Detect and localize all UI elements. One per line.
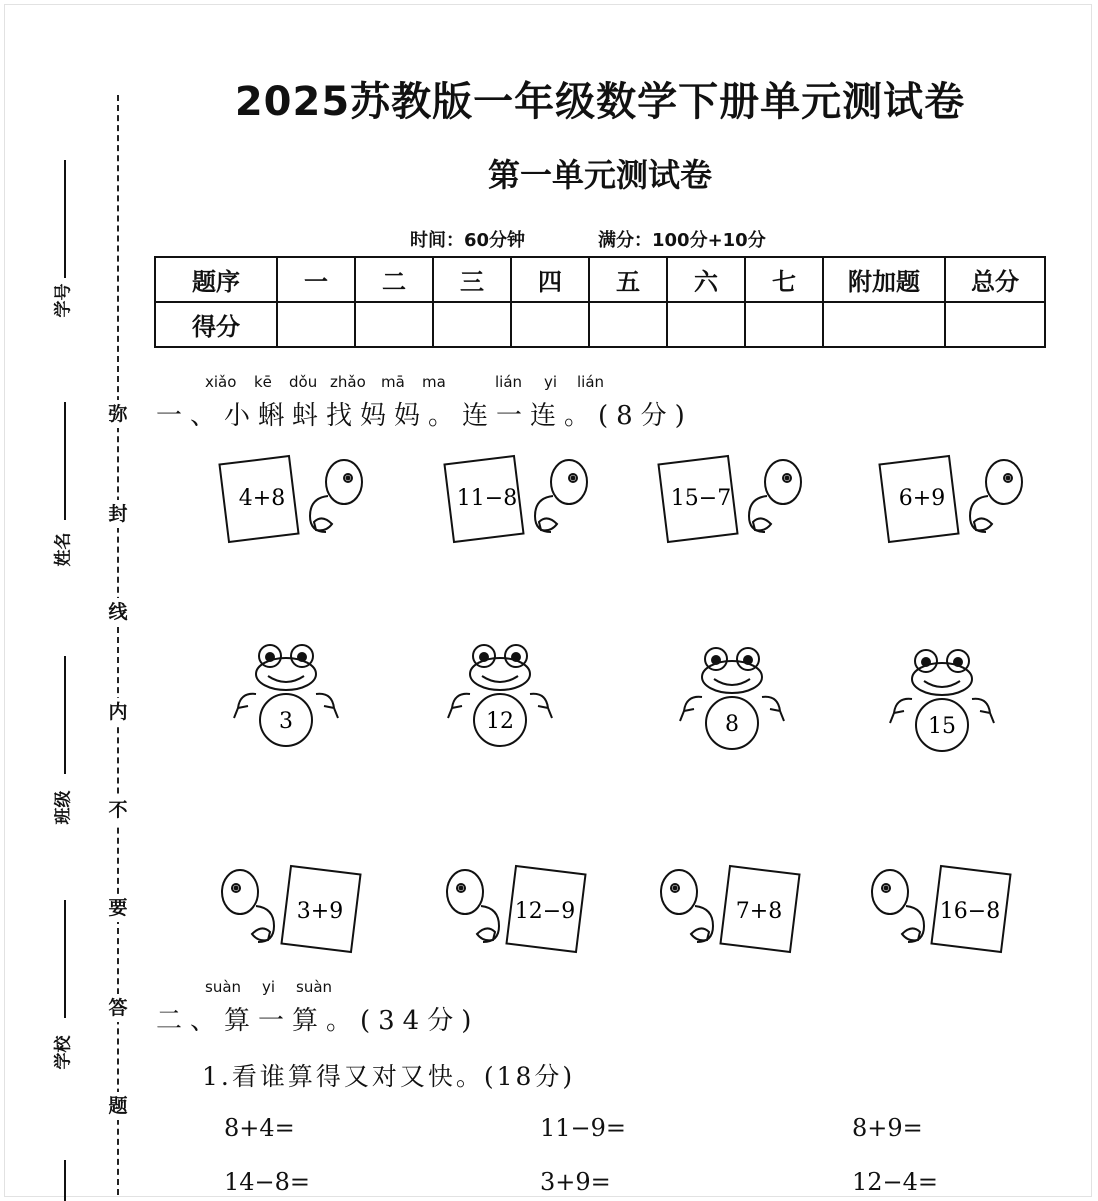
- score-input-cell[interactable]: [589, 302, 667, 347]
- pinyin: suàn: [205, 978, 242, 996]
- pinyin: lián: [495, 373, 523, 391]
- tadpole-icon: [749, 460, 801, 532]
- seal-char: 封: [104, 500, 132, 528]
- pinyin: yi: [544, 373, 558, 391]
- tadpole-expression: 12−9: [514, 899, 576, 924]
- table-header-cell: 总分: [945, 257, 1045, 302]
- tadpole-card[interactable]: [441, 862, 591, 962]
- score-input-cell[interactable]: [945, 302, 1045, 347]
- tadpole-icon: [661, 870, 713, 942]
- score-input-cell[interactable]: [745, 302, 823, 347]
- tadpole-expression: 11−8: [456, 486, 518, 511]
- table-row: [155, 302, 1045, 347]
- school-line: [64, 900, 66, 1018]
- table-header-cell: 题序: [155, 257, 277, 302]
- frog-number: 3: [279, 709, 293, 734]
- tadpole-expression: 4+8: [238, 486, 286, 511]
- extra-line: [64, 1160, 66, 1201]
- pinyin: mā: [381, 373, 405, 391]
- question-item[interactable]: 14−8=: [224, 1168, 311, 1196]
- section1-title: 一、小蝌蚪找妈妈。连一连。(8分): [156, 401, 693, 431]
- score-input-cell[interactable]: [823, 302, 945, 347]
- frog-number: 8: [725, 712, 739, 737]
- frog-number: 15: [928, 714, 956, 739]
- seal-char: 内: [104, 698, 132, 726]
- section2-part1-title: 1.看谁算得又对又快。(18分): [202, 1062, 576, 1091]
- table-header-cell: 三: [433, 257, 511, 302]
- score-input-cell[interactable]: [433, 302, 511, 347]
- tadpole-expression: 6+9: [898, 486, 946, 511]
- table-header-cell: 五: [589, 257, 667, 302]
- tadpole-icon: [222, 870, 274, 942]
- question-item[interactable]: 12−4=: [852, 1168, 939, 1196]
- score-input-cell[interactable]: [511, 302, 589, 347]
- tadpole-expression: 7+8: [735, 899, 783, 924]
- seal-dotted-line: [117, 95, 119, 1195]
- tadpole-card[interactable]: [216, 862, 366, 962]
- tadpole-card[interactable]: [866, 862, 1016, 962]
- pinyin: yi: [262, 978, 276, 996]
- page-title: 2025苏教版一年级数学下册单元测试卷: [234, 79, 966, 125]
- name-line: [64, 402, 66, 520]
- student-id-label: 学号: [53, 283, 74, 318]
- score-input-cell[interactable]: [667, 302, 745, 347]
- full-score-info: 满分：100分+10分: [598, 230, 766, 251]
- tadpole-expression: 3+9: [296, 899, 344, 924]
- tadpole-icon: [310, 460, 362, 532]
- table-header-cell: 七: [745, 257, 823, 302]
- frog[interactable]: [226, 640, 346, 760]
- tadpole-card[interactable]: [443, 452, 593, 552]
- tadpole-expression: 16−8: [939, 899, 1001, 924]
- frog-number: 12: [486, 709, 514, 734]
- tadpole-card[interactable]: [878, 452, 1028, 552]
- score-input-cell[interactable]: [355, 302, 433, 347]
- name-label: 姓名: [53, 532, 74, 567]
- section2-title: 二、算一算。(34分): [156, 1006, 480, 1036]
- question-item[interactable]: 8+4=: [224, 1114, 295, 1142]
- tadpole-card[interactable]: [655, 862, 805, 962]
- table-header-cell: 四: [511, 257, 589, 302]
- question-item[interactable]: 3+9=: [540, 1168, 611, 1196]
- tadpole-card[interactable]: [657, 452, 807, 552]
- frog[interactable]: [672, 643, 792, 763]
- tadpole-icon: [872, 870, 924, 942]
- question-item[interactable]: 8+9=: [852, 1114, 923, 1142]
- tadpole-icon: [535, 460, 587, 532]
- unit-subtitle: 第一单元测试卷: [487, 156, 712, 194]
- question-item[interactable]: 11−9=: [540, 1114, 627, 1142]
- frog[interactable]: [882, 645, 1002, 765]
- seal-char: 要: [104, 894, 132, 922]
- student-id-line: [64, 160, 66, 278]
- seal-char: 弥: [104, 400, 132, 428]
- frog[interactable]: [440, 640, 560, 760]
- table-header-cell: 附加题: [823, 257, 945, 302]
- tadpole-expression: 15−7: [670, 486, 732, 511]
- pinyin: lián: [577, 373, 605, 391]
- pinyin: ma: [422, 373, 446, 391]
- time-info: 时间：60分钟: [410, 230, 526, 251]
- class-label: 班级: [53, 790, 74, 825]
- table-header-cell: 二: [355, 257, 433, 302]
- seal-char: 线: [104, 598, 132, 626]
- table-header-cell: 一: [277, 257, 355, 302]
- pinyin: kē: [254, 373, 272, 391]
- seal-char: 不: [104, 796, 132, 824]
- table-row: [155, 257, 1045, 302]
- pinyin: suàn: [296, 978, 333, 996]
- school-label: 学校: [53, 1035, 74, 1070]
- table-row-label: 得分: [155, 302, 277, 347]
- pinyin: dǒu: [289, 373, 318, 391]
- pinyin: xiǎo: [205, 373, 237, 391]
- pinyin: zhǎo: [330, 373, 366, 391]
- tadpole-icon: [970, 460, 1022, 532]
- table-header-cell: 六: [667, 257, 745, 302]
- seal-char: 题: [104, 1092, 132, 1120]
- seal-char: 答: [104, 994, 132, 1022]
- class-line: [64, 656, 66, 774]
- tadpole-icon: [447, 870, 499, 942]
- score-input-cell[interactable]: [277, 302, 355, 347]
- tadpole-card[interactable]: [218, 452, 368, 552]
- score-table: [154, 256, 1046, 348]
